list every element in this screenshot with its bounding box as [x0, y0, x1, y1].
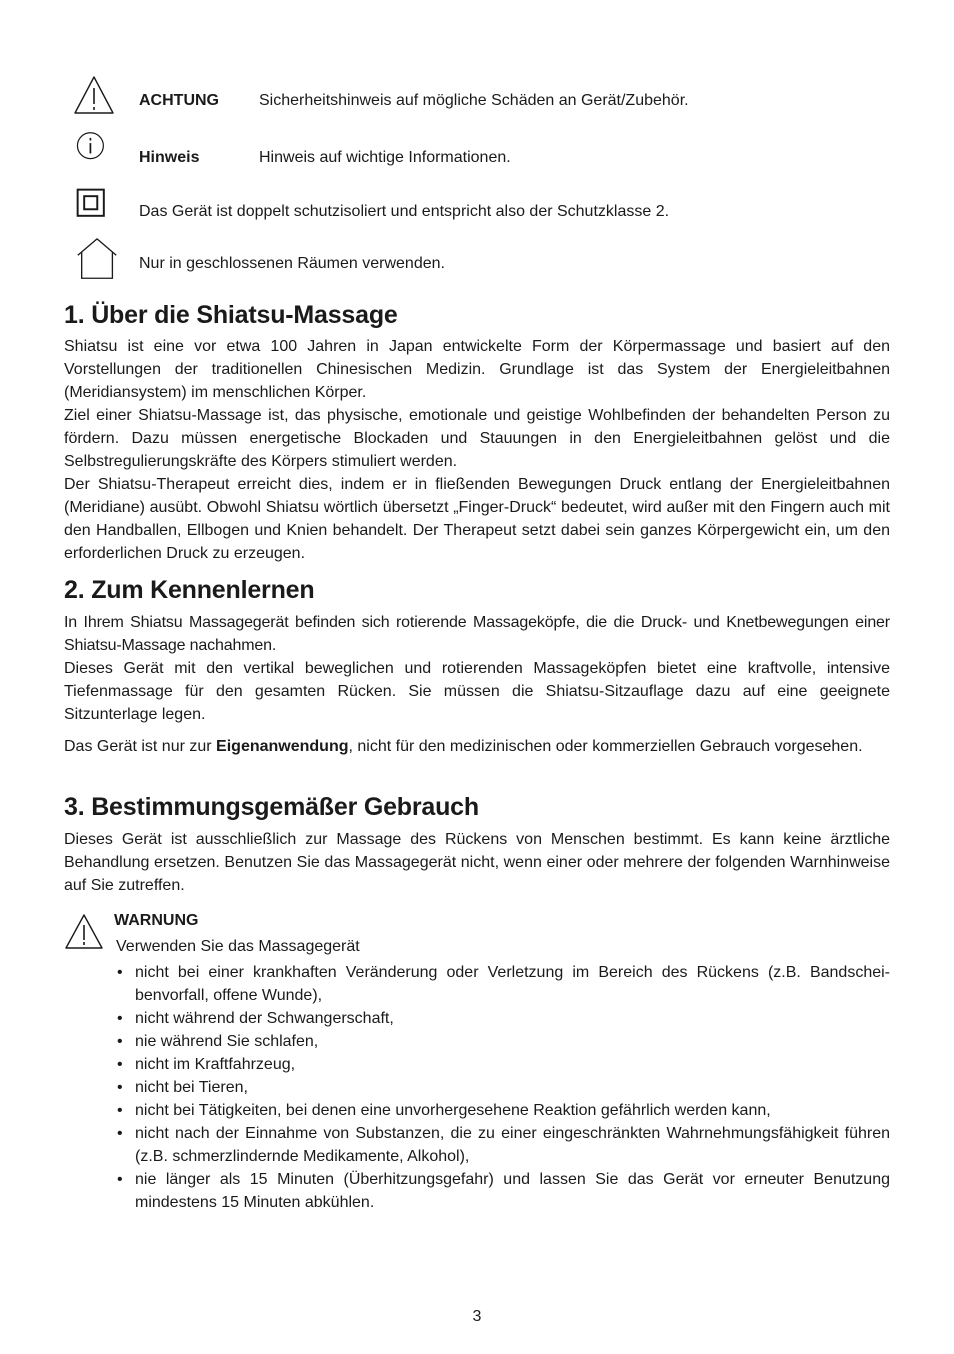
section-heading-1: 1. Über die Shiatsu-Massage — [64, 301, 398, 329]
section-1-paragraph-1: Shiatsu ist eine vor etwa 100 Jahren in Japan entwickelte Form der Körpermassage und basiert auf den Vorstellungen der traditionellen Chinesischen Medizin. Grundlage ist das System der Energieleitbahnen (Meridiansystem) im menschlichen Körper. — [64, 338, 890, 401]
symbol-term: ACHTUNG — [139, 92, 219, 109]
protection-class-2-icon — [76, 188, 112, 224]
symbol-row-achtung — [72, 74, 892, 118]
section-heading-2: 2. Zum Kennenlernen — [64, 576, 315, 604]
paragraph-text: Das Gerät ist nur zur — [64, 738, 217, 755]
section-2-paragraph-1: In Ihrem Shiatsu Massagegerät befinden sich rotierende Massageköpfe, die die Druck- und Knetbewegungen einer Shiatsu-Massage nachahmen. — [64, 614, 890, 654]
section-2-paragraph-3 — [64, 735, 890, 758]
symbol-description: Das Gerät ist doppelt schutzisoliert und entspricht also der Schutzklasse 2. — [139, 203, 670, 220]
symbol-description: Hinweis auf wichtige Informationen. — [259, 149, 511, 166]
symbol-description: Nur in geschlossenen Räumen verwenden. — [139, 255, 445, 272]
list-item: • nie länger als 15 Minuten (Überhitzungsgefahr) und lassen Sie das Gerät vor erneuter Benutzung mindestens 15 Minuten abkühlen. — [116, 1168, 890, 1214]
warning-intro: Verwenden Sie das Massagegerät — [116, 938, 360, 955]
page-number: 3 — [472, 1308, 482, 1325]
section-2-paragraph-2: Dieses Gerät mit den vertikal beweglichen und rotierenden Massageköpfen bietet eine kraftvolle, intensive Tiefenmassage für den gesamten Rücken. Sie müssen die Shiatsu-Sitzauflage dazu auf eine geeignete Sitzunterlage legen. — [64, 660, 890, 723]
list-item: • nicht nach der Einnahme von Substanzen, die zu einer eingeschränkten Wahrnehmungsfähigkeit führen (z.B. schmerzlindernde Medikamente, Alkohol), — [116, 1122, 890, 1168]
section-1-paragraph-2: Ziel einer Shiatsu-Massage ist, das physische, emotionale und geistige Wohlbefinden der behandelten Person zu fördern. Dazu müssen energetische Blockaden und Stauungen in den Energieleitbahnen gelöst und die Selbstregulierungskräfte des Körpers stimuliert werden. — [64, 407, 890, 470]
warning-triangle-icon — [64, 912, 104, 952]
list-item: • nicht bei Tätigkeiten, bei denen eine unvorhergesehene Reaktion gefährlich werden kann, — [116, 1099, 890, 1122]
info-circle-icon — [74, 131, 112, 169]
list-item: • nicht im Kraftfahrzeug, — [116, 1053, 890, 1076]
warning-title: WARNUNG — [114, 912, 199, 929]
list-item: • nicht während der Schwangerschaft, — [116, 1007, 890, 1030]
emphasis-eigenanwendung: Eigenanwendung — [216, 738, 349, 755]
warning-list — [116, 961, 890, 1214]
section-1-paragraph-3: Der Shiatsu-Therapeut erreicht dies, indem er in fließenden Bewegungen Druck entlang der Energieleitbahnen (Meridiane) ausübt. Obwohl Shiatsu wörtlich übersetzt „Finger-Druck“ bedeutet, wird außer mit den Fingern auch mit den Handballen, Ellbogen und Knien behandelt. Der Therapeut setzt dabei sein ganzes Körpergewicht ein, um den erforderlichen Druck zu erzeugen. — [64, 476, 890, 562]
symbol-description: Sicherheitshinweis auf mögliche Schäden an Gerät/Zubehör. — [259, 92, 689, 109]
section-3-paragraph-1: Dieses Gerät ist ausschließlich zur Massage des Rückens von Menschen bestimmt. Es kann keine ärztliche Behandlung ersetzen. Benutzen Sie das Massagegerät nicht, wenn einer oder mehrere der folgenden Warnhinweise auf Sie zutreffen. — [64, 831, 890, 894]
list-item: • nicht bei Tieren, — [116, 1076, 890, 1099]
symbol-row-hinweis — [72, 131, 892, 175]
indoor-house-icon — [74, 236, 122, 284]
symbol-row-schutzklasse — [72, 188, 892, 232]
paragraph-text: , nicht für den medizinischen oder kommerziellen Gebrauch vorgesehen. — [348, 738, 863, 755]
symbol-row-indoor — [72, 236, 892, 280]
warning-triangle-icon — [72, 74, 116, 118]
list-item: • nicht bei einer krankhaften Veränderung oder Verletzung im Bereich des Rückens (z.B. Bandscheibenvorfall, offene Wunde), — [116, 961, 890, 1007]
list-item: • nie während Sie schlafen, — [116, 1030, 890, 1053]
symbol-term: Hinweis — [139, 149, 200, 166]
section-heading-3: 3. Bestimmungsgemäßer Gebrauch — [64, 793, 479, 821]
